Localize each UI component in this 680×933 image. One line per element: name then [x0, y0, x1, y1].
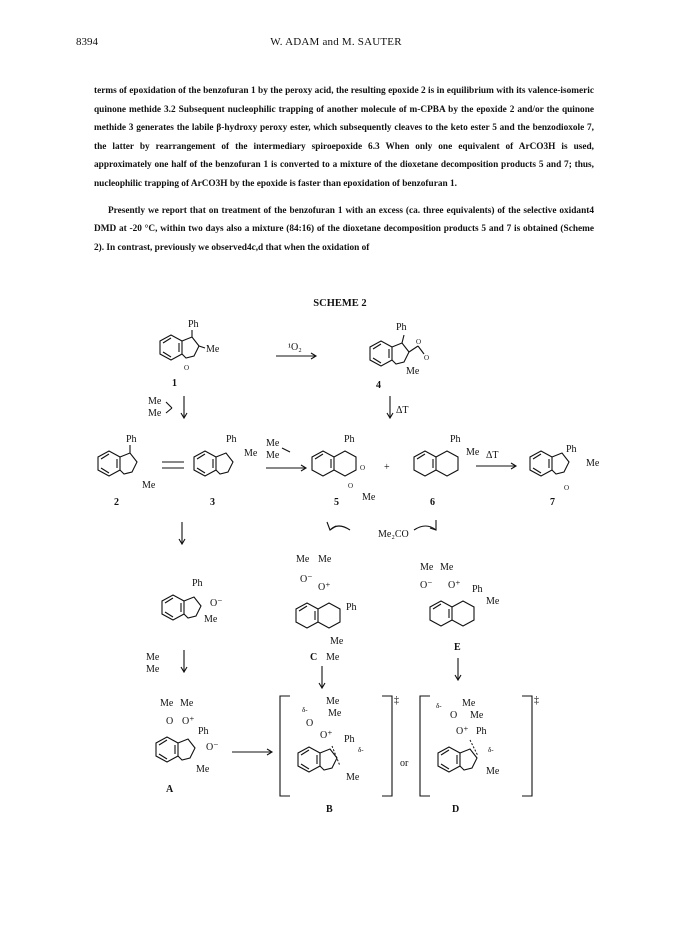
svg-text:Ph: Ph [192, 578, 203, 589]
arrow-dmd-1 [148, 396, 187, 419]
arrow-heat [387, 396, 409, 418]
svg-text:δ-: δ- [302, 706, 308, 714]
svg-text:Me: Me [466, 447, 480, 458]
svg-text:Me: Me [486, 596, 500, 607]
acetone-arrows [327, 520, 436, 540]
svg-text:Me: Me [326, 652, 340, 663]
compound-3 [194, 434, 258, 508]
arrow-to-zwitterion [179, 522, 185, 544]
label-C: C [310, 652, 318, 663]
svg-text:Me: Me [326, 696, 340, 707]
compound-2 [98, 434, 156, 508]
svg-text:Me: Me [346, 772, 360, 783]
svg-text:O⁻: O⁻ [206, 742, 219, 753]
svg-text:ΔT: ΔT [396, 405, 409, 416]
svg-text:Me: Me [180, 698, 194, 709]
svg-text:O⁺: O⁺ [320, 730, 333, 741]
svg-text:ΔT: ΔT [486, 450, 499, 461]
svg-text:Me: Me [146, 664, 160, 675]
svg-text:O⁻: O⁻ [300, 574, 313, 585]
svg-text:O: O [564, 484, 570, 492]
svg-text:+: + [384, 462, 390, 473]
label-6: 6 [430, 497, 435, 508]
page-number: 8394 [76, 36, 98, 48]
svg-text:Me: Me [330, 636, 344, 647]
svg-text:δ-: δ- [488, 746, 494, 754]
svg-text:O⁺: O⁺ [456, 726, 469, 737]
svg-text:Me: Me [142, 480, 156, 491]
svg-text:Ph: Ph [126, 434, 137, 445]
label-D: D [452, 804, 460, 815]
svg-text:O⁻: O⁻ [210, 598, 223, 609]
svg-text:Ph: Ph [450, 434, 461, 445]
svg-text:Me: Me [586, 458, 600, 469]
svg-text:Me: Me [420, 562, 434, 573]
label-4: 4 [376, 380, 381, 391]
svg-text:Me: Me [146, 652, 160, 663]
svg-text:Me: Me [318, 554, 332, 565]
svg-text:Ph: Ph [344, 734, 355, 745]
svg-text:Me: Me [328, 708, 342, 719]
svg-text:Me: Me [206, 344, 220, 355]
svg-text:Ph: Ph [566, 444, 577, 455]
svg-text:O⁺: O⁺ [318, 582, 331, 593]
svg-text:δ-: δ- [358, 746, 364, 754]
arrow-dmd-2 [266, 438, 306, 471]
svg-text:Ph: Ph [472, 584, 483, 595]
paragraph-1: terms of epoxidation of the benzofuran 1 by the peroxy acid, the resulting epoxide 2 is in equilibrium with its valence-isomeric quinone methide 3.2 Subsequent nucleophilic trapping of another molecule of m-CPBA by the epoxide 2 and/or the quinone methide 3 generates the labile β-hydroxy peroxy ester, which subsequently cleaves to the keto ester 5 and the benzodioxole 7, the latter by rearrangement of the intermediary spiroepoxide 6.3 When only one equivalent of ArCO3H is used, approximately one half of the benzofuran 1 is converted to a mixture of the dioxetane decomposition products 5 and 7; thus, nucleophilic trapping of ArCO3H by the epoxide is faster than epoxidation of benzofuran 1. [94, 86, 594, 189]
svg-text:O: O [166, 716, 174, 727]
svg-text:‡: ‡ [534, 695, 539, 706]
svg-text:O: O [450, 710, 458, 721]
svg-text:Me: Me [160, 698, 174, 709]
label-B: B [326, 804, 333, 815]
svg-text:Me: Me [204, 614, 218, 625]
svg-text:Ph: Ph [226, 434, 237, 445]
intermediate-E [420, 562, 500, 680]
svg-text:O⁺: O⁺ [448, 580, 461, 591]
svg-text:O: O [184, 364, 190, 372]
svg-text:Ph: Ph [476, 726, 487, 737]
svg-text:O: O [348, 482, 354, 490]
arrow-singlet-oxygen [276, 342, 316, 359]
svg-text:Ph: Ph [344, 434, 355, 445]
intermediate-A [156, 698, 219, 795]
svg-text:Me: Me [244, 448, 258, 459]
svg-text:Me: Me [362, 492, 376, 503]
label-2: 2 [114, 497, 119, 508]
svg-text:O: O [306, 718, 314, 729]
compound-4 [370, 322, 429, 391]
running-title: W. ADAM and M. SAUTER [270, 36, 402, 48]
svg-text:Me: Me [486, 766, 500, 777]
svg-text:O⁻: O⁻ [420, 580, 433, 591]
svg-text:Me: Me [470, 710, 484, 721]
svg-text:Ph: Ph [198, 726, 209, 737]
svg-text:Me: Me [148, 408, 162, 419]
svg-text:‡: ‡ [394, 695, 399, 706]
equilibrium-arrows [162, 462, 184, 468]
compound-1 [160, 319, 220, 389]
or-label: or [400, 758, 409, 769]
label-E: E [454, 642, 461, 653]
svg-text:Me: Me [296, 554, 310, 565]
paragraph-2: Presently we report that on treatment of the benzofuran 1 with an excess (ca. three equivalents) of the selective oxidant4 DMD at -20 °C, within two days also a mixture (84:16) of the dioxetane decomposition products 5 and 7 is obtained (Scheme 2). In contrast, previously we observed4c,d that when the oxidation of [94, 205, 594, 253]
svg-text:Ph: Ph [396, 322, 407, 333]
label-1: 1 [172, 378, 177, 389]
compound-6 [414, 434, 480, 508]
transition-state-B [280, 695, 399, 815]
svg-text:Me₂CO: Me₂CO [378, 529, 409, 540]
compound-7 [530, 444, 600, 508]
svg-text:Me: Me [266, 450, 280, 461]
transition-state-D [420, 695, 539, 815]
svg-text:O⁺: O⁺ [182, 716, 195, 727]
svg-text:Me: Me [266, 438, 280, 449]
arrow-A-to-B [232, 749, 272, 755]
svg-text:Me: Me [462, 698, 476, 709]
svg-text:Me: Me [406, 366, 420, 377]
svg-text:¹O₂: ¹O₂ [288, 342, 302, 353]
label-7: 7 [550, 497, 555, 508]
scheme-title: SCHEME 2 [313, 298, 367, 309]
svg-text:O: O [416, 338, 422, 346]
label-A: A [166, 784, 174, 795]
arrow-heat-2 [476, 450, 516, 469]
svg-text:O: O [424, 354, 430, 362]
compound-5 [312, 434, 376, 508]
arrow-dmd-3 [146, 650, 187, 675]
svg-text:Me: Me [148, 396, 162, 407]
svg-text:δ-: δ- [436, 702, 442, 710]
svg-text:Me: Me [196, 764, 210, 775]
label-5: 5 [334, 497, 339, 508]
svg-text:Ph: Ph [188, 319, 199, 330]
zwitterion [162, 578, 223, 625]
svg-text:Me: Me [440, 562, 454, 573]
svg-text:Ph: Ph [346, 602, 357, 613]
intermediate-C [296, 554, 357, 688]
svg-text:O: O [360, 464, 366, 472]
label-3: 3 [210, 497, 215, 508]
